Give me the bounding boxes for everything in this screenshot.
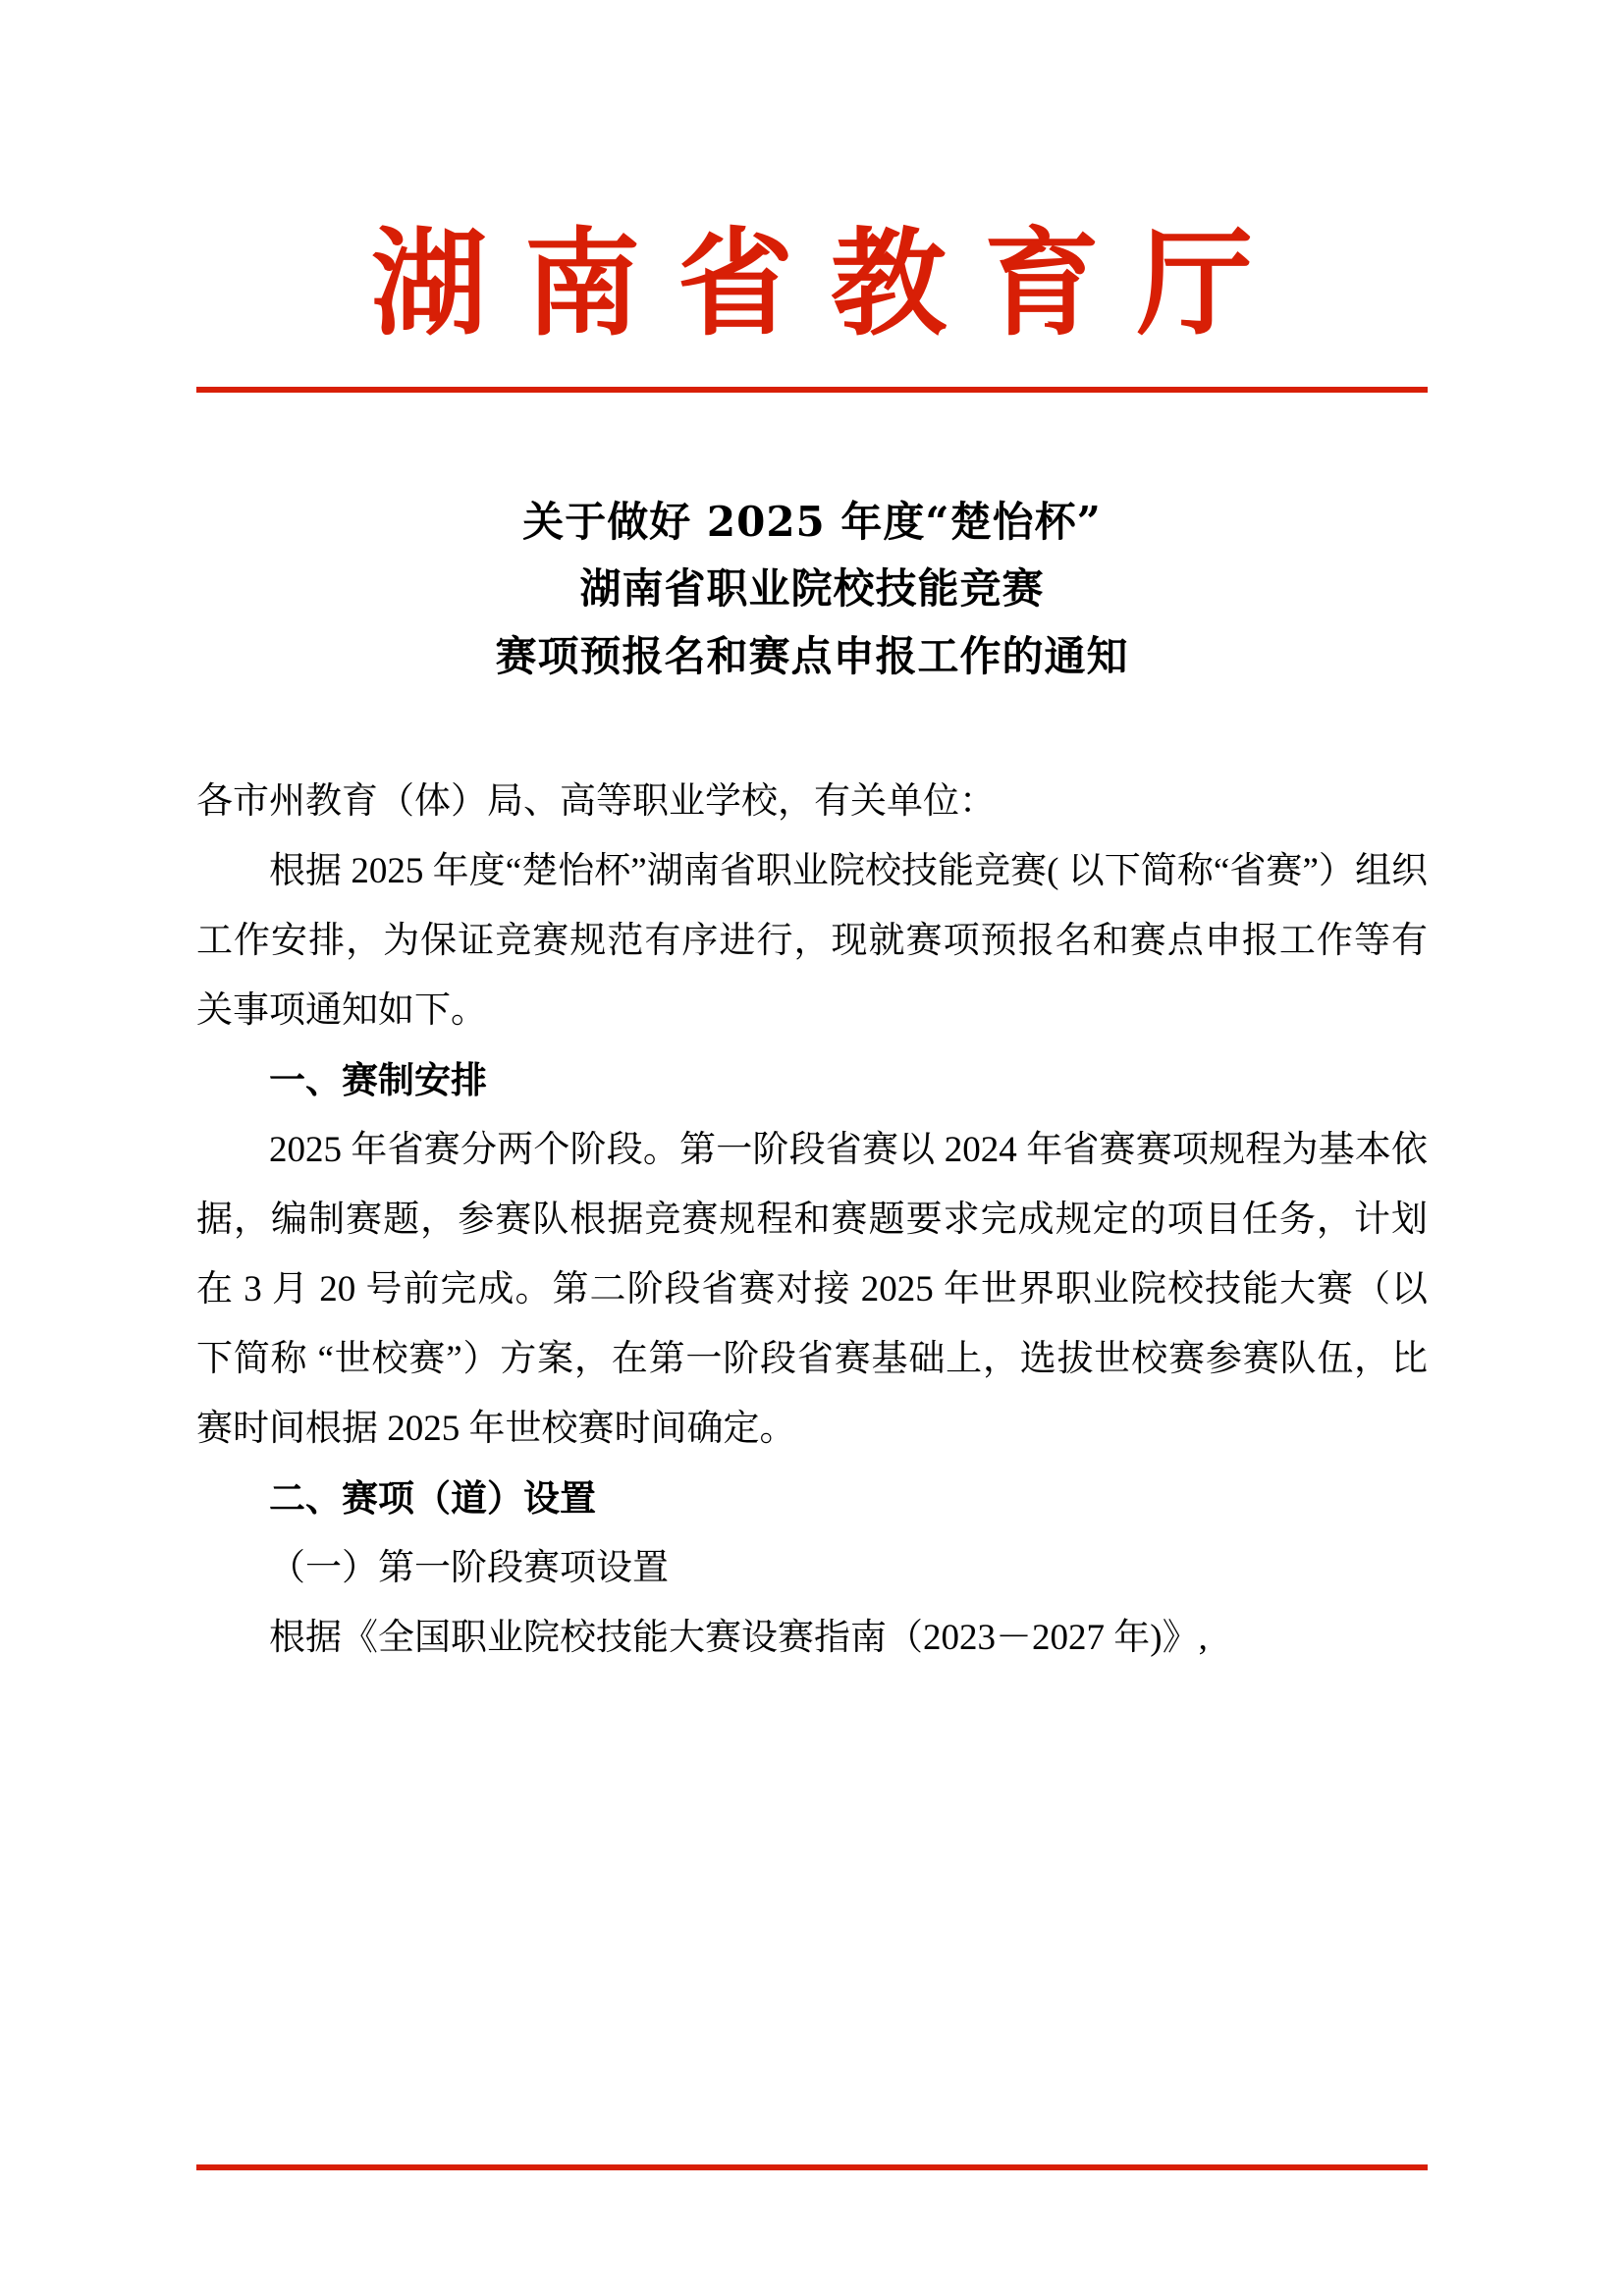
section-heading-one: 一、赛制安排 [269,1057,487,1101]
footer-divider [196,2164,1428,2170]
letterhead [196,0,1428,393]
subsection-one-paragraph: 根据《全国职业院校技能大赛设赛指南（2023－2027 年)》, [269,1617,1208,1658]
section-heading-two: 二、赛项（道）设置 [269,1475,596,1520]
issuing-organization-title: 湖南省教育厅 [370,215,1290,351]
document-title-line-2: 湖南省职业院校技能竞赛 [579,564,1045,614]
document-title [196,489,1428,689]
document-title-line-1: 关于做好 2025 年度“楚怡杯” [522,498,1102,547]
subsection-heading-one: （一）第一阶段赛项设置 [269,1547,669,1588]
intro-paragraph: 根据 2025 年度“楚怡杯”湖南省职业院校技能竞赛( 以下简称“省赛”）组织工作安排，为保证竞赛规范有序进行，现就赛项预报名和赛点申报工作等有关事项通知如下。 [196,850,1428,1031]
document-body [196,767,1428,1673]
section-one-paragraph: 2025 年省赛分两个阶段。第一阶段省赛以 2024 年省赛赛项规程为基本依据，编制赛题，参赛队根据竞赛规程和赛题要求完成规定的项目任务，计划在 3 月 20 号前完成。第二阶段省赛对接 2025 年世界职业院校技能大赛（以下简称 “世校赛”）方案，在第一阶段省赛基础上，选拔世校赛参赛队伍，比赛时间根据 2025 年世校赛时间确定。 [196,1129,1428,1449]
document-title-line-3: 赛项预报名和赛点申报工作的通知 [495,631,1129,680]
salutation: 各市州教育（体）局、高等职业学校，有关单位： [196,780,996,822]
letterhead-divider [196,387,1428,393]
